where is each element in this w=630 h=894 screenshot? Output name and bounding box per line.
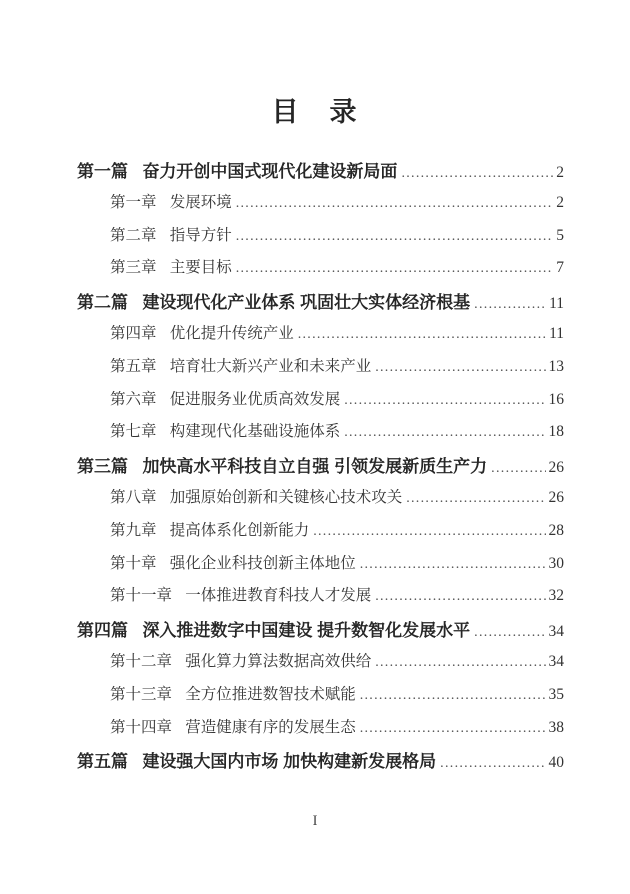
toc-entry-title: 建设强大国内市场 加快构建新发展格局 (142, 752, 437, 772)
toc-entry-title: 强化算力算法数据高效供给 (185, 652, 372, 670)
page-title: 目 录 (271, 97, 359, 127)
toc-list (77, 157, 564, 780)
toc-entry (77, 616, 564, 649)
toc-entry-page: 38 (548, 718, 564, 736)
dot-leader (313, 524, 545, 540)
toc-entry-label: 第五篇 (77, 752, 128, 772)
toc-entry-page: 30 (548, 554, 564, 572)
toc-entry-title: 深入推进数字中国建设 提升数智化发展水平 (142, 621, 471, 641)
dot-leader (375, 589, 545, 605)
toc-entry-title: 构建现代化基础设施体系 (169, 423, 341, 441)
toc-entry-page: 2 (556, 164, 564, 181)
dot-leader (375, 655, 545, 671)
toc-entry-title: 促进服务业优质高效发展 (169, 390, 341, 408)
toc-entry-title: 加快高水平科技自立自强 引领发展新质生产力 (142, 457, 488, 477)
toc-entry-page: 26 (548, 488, 564, 506)
toc-entry-title: 主要目标 (169, 259, 232, 277)
toc-entry-page: 35 (548, 685, 564, 703)
toc-entry-label: 第十一章 (110, 587, 173, 605)
dot-leader (474, 297, 546, 313)
toc-entry (77, 354, 564, 387)
toc-entry (77, 747, 564, 780)
toc-entry-title: 加强原始创新和关键核心技术攻关 (169, 488, 403, 506)
toc-entry-page: 11 (549, 295, 564, 313)
toc-entry-title: 发展环境 (169, 193, 232, 211)
toc-entry-label: 第一篇 (77, 162, 128, 181)
toc-entry-title: 全方位推进数智技术赋能 (185, 685, 356, 703)
toc-entry (77, 255, 564, 288)
toc-entry-page: 16 (548, 390, 564, 408)
toc-entry-label: 第十二章 (110, 652, 173, 670)
toc-entry-title: 营造健康有序的发展生态 (185, 718, 356, 736)
toc-entry (77, 649, 564, 682)
toc-entry-label: 第四篇 (77, 621, 128, 641)
toc-entry (77, 583, 564, 616)
toc-entry (77, 485, 564, 518)
toc-entry-title: 优化提升传统产业 (169, 324, 294, 342)
dot-leader (406, 491, 545, 507)
toc-entry-title: 指导方针 (169, 226, 232, 244)
dot-leader (360, 688, 546, 704)
toc-entry-page: 7 (556, 259, 564, 277)
toc-entry-page: 34 (548, 652, 564, 670)
dot-leader (491, 461, 545, 477)
toc-entry-label: 第七章 (110, 423, 157, 441)
toc-entry (77, 715, 564, 748)
dot-leader (236, 261, 554, 277)
toc-entry-label: 第五章 (110, 357, 157, 375)
toc-entry (77, 321, 564, 354)
toc-entry (77, 223, 564, 256)
toc-entry-page: 26 (548, 459, 564, 477)
toc-entry-title: 培育壮大新兴产业和未来产业 (169, 357, 372, 375)
toc-entry-label: 第九章 (110, 521, 157, 539)
toc-entry-title: 强化企业科技创新主体地位 (169, 554, 356, 572)
toc-entry-label: 第十四章 (110, 718, 173, 736)
dot-leader (360, 721, 546, 737)
toc-entry-label: 第十三章 (110, 685, 173, 703)
folio-page-number: I (312, 813, 318, 829)
toc-entry (77, 551, 564, 584)
toc-entry-label: 第八章 (110, 488, 157, 506)
toc-entry-page: 18 (548, 423, 564, 441)
toc-entry-page: 34 (548, 623, 564, 641)
toc-entry (77, 157, 564, 190)
toc-entry-page: 40 (548, 754, 564, 772)
dot-leader (360, 557, 546, 573)
dot-leader (344, 393, 545, 409)
dot-leader (474, 625, 545, 641)
toc-entry-page: 2 (556, 193, 564, 211)
dot-leader (375, 360, 545, 376)
toc-entry-label: 第十章 (110, 554, 157, 572)
toc-entry (77, 387, 564, 420)
toc-entry-label: 第二篇 (77, 293, 128, 313)
toc-entry (77, 682, 564, 715)
toc-entry-title: 建设现代化产业体系 巩固壮大实体经济根基 (142, 293, 471, 313)
dot-leader (344, 425, 545, 441)
toc-entry-label: 第四章 (110, 324, 157, 342)
toc-entry-page: 5 (556, 226, 564, 244)
toc-entry-page: 28 (548, 521, 564, 539)
toc-entry (77, 288, 564, 321)
toc-entry-label: 第六章 (110, 390, 157, 408)
toc-entry-label: 第一章 (110, 193, 157, 211)
toc-entry (77, 452, 564, 485)
toc-entry-label: 第三篇 (77, 457, 128, 477)
toc-entry-title: 奋力开创中国式现代化建设新局面 (142, 162, 398, 181)
toc-entry-page: 13 (548, 357, 564, 375)
toc-entry (77, 518, 564, 551)
dot-leader (401, 166, 553, 182)
toc-entry-page: 11 (549, 324, 564, 342)
dot-leader (298, 327, 546, 343)
toc-entry-title: 提高体系化创新能力 (169, 521, 310, 539)
toc-entry (77, 419, 564, 452)
toc-entry (77, 190, 564, 223)
toc-entry-title: 一体推进教育科技人才发展 (185, 587, 372, 605)
toc-entry-label: 第三章 (110, 259, 157, 277)
dot-leader (236, 196, 554, 212)
toc-entry-page: 32 (548, 587, 564, 605)
dot-leader (440, 756, 545, 772)
toc-entry-label: 第二章 (110, 226, 157, 244)
dot-leader (236, 229, 554, 245)
